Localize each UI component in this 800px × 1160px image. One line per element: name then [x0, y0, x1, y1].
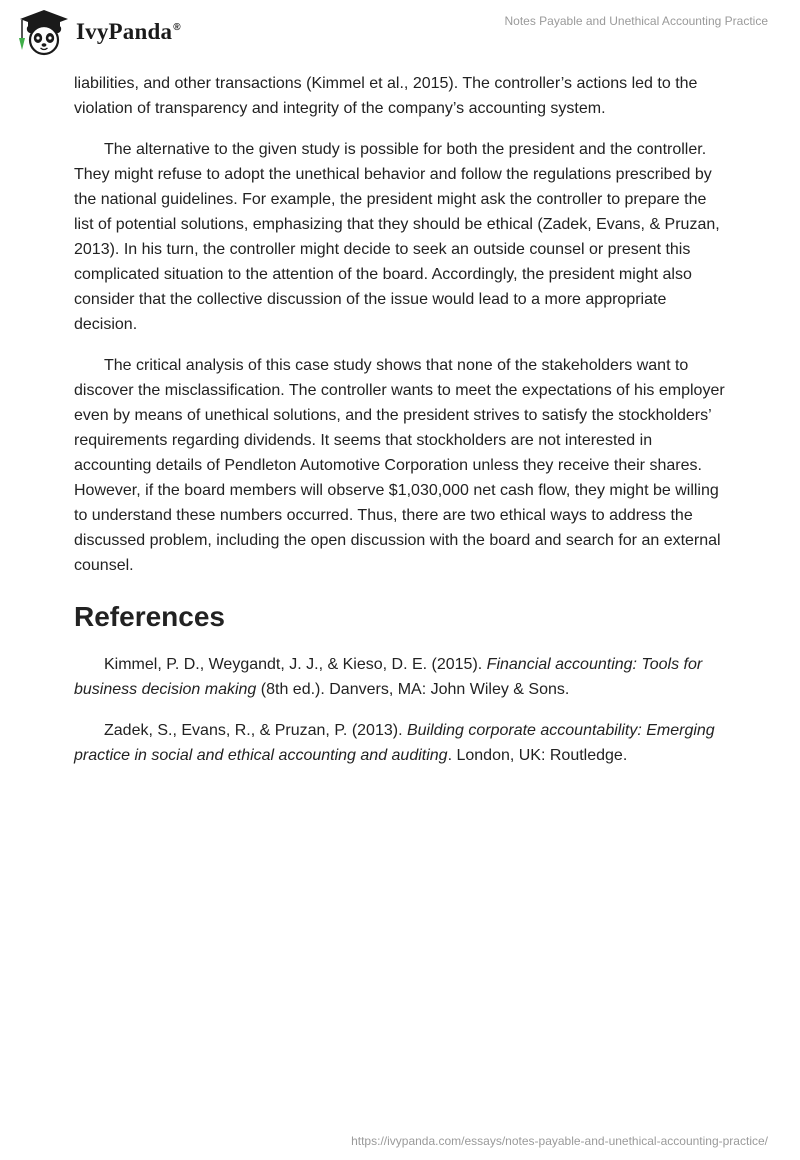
panda-graduation-cap-icon	[14, 8, 72, 56]
source-url[interactable]: https://ivypanda.com/essays/notes-payable-and-unethical-accounting-practice/	[351, 1134, 768, 1148]
reference-title: Financial accounting: Tools for business decision making	[74, 656, 703, 698]
registered-mark: ®	[173, 22, 181, 34]
paragraph-critical-analysis: The critical analysis of this case study shows that none of the stakeholders want to discover the misclassification. The controller wants to meet the expectations of his employer even by means of unethical solutions, and the president strives to satisfy the stockholders’ requirements regarding dividends. It seems that stockholders are not interested in accounting details of Pendleton Automotive Corporation unless they receive their shares. However, if the board members will observe $1,030,000 net cash flow, they might be willing to understand these numbers occurred. Thus, there are two ethical ways to address the discussed problem, including the open discussion with the board and search for an external counsel.	[74, 357, 725, 574]
document-title: Notes Payable and Unethical Accounting Practice	[504, 14, 768, 28]
essay-body	[74, 71, 730, 784]
ivypanda-logo[interactable]	[14, 8, 181, 56]
references-heading: References	[74, 601, 225, 632]
reference-item	[74, 652, 730, 702]
reference-authors: Kimmel, P. D., Weygandt, J. J., & Kieso, D. E. (2015).	[104, 656, 487, 673]
reference-publisher: . London, UK: Routledge.	[447, 747, 628, 764]
page-header	[0, 0, 800, 70]
reference-publisher: (8th ed.). Danvers, MA: John Wiley & Sons.	[256, 681, 570, 698]
paragraph-alternative: The alternative to the given study is possible for both the president and the controller. They might refuse to adopt the unethical behavior and follow the regulations prescribed by the national guidelines. For example, the president might ask the controller to prepare the list of potential solutions, emphasizing that they should be ethical (Zadek, Evans, & Pruzan, 2013). In his turn, the controller might decide to seek an outside counsel or present this complicated situation to the attention of the board. Accordingly, the president might also consider that the collective discussion of the issue would lead to a more appropriate decision.	[74, 141, 720, 333]
reference-authors: Zadek, S., Evans, R., & Pruzan, P. (2013).	[104, 722, 407, 739]
paragraph-continuation: liabilities, and other transactions (Kimmel et al., 2015). The controller’s actions led to the violation of transparency and integrity of the company’s accounting system.	[74, 75, 698, 117]
brand-name: IvyPanda®	[76, 19, 181, 44]
reference-item	[74, 718, 730, 768]
reference-title: Building corporate accountability: Emerging practice in social and ethical accounting and auditing	[74, 722, 715, 764]
